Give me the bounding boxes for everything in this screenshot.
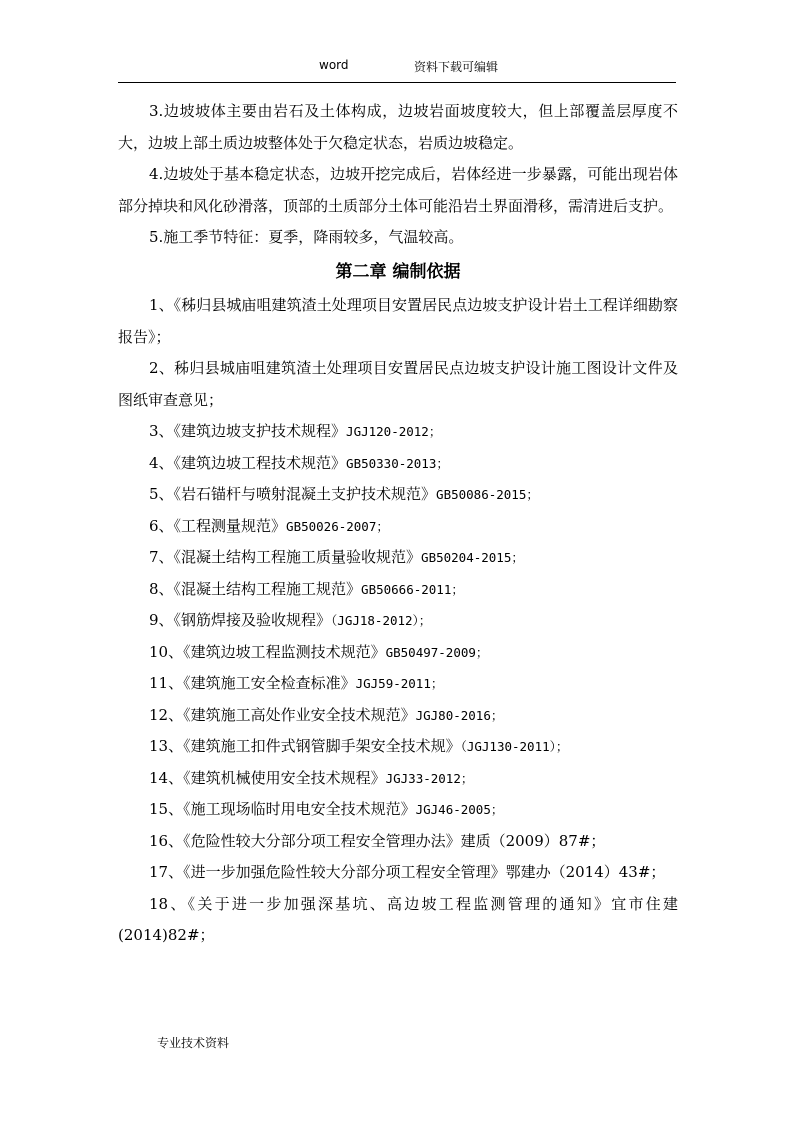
page-header bbox=[118, 56, 676, 83]
basis-item: 1、《秭归县城庙咀建筑渣土处理项目安置居民点边坡支护设计岩土工程详细勘察报告》； bbox=[118, 296, 678, 346]
basis-item: 11、《建筑施工安全检查标准》JGJ59-2011； bbox=[149, 674, 444, 692]
header-subtitle: 资料下载可编辑 bbox=[414, 60, 499, 74]
basis-item: 10、《建筑边坡工程监测技术规范》GB50497-2009； bbox=[149, 642, 489, 661]
basis-item: 15、《施工现场临时用电安全技术规范》JGJ46-2005； bbox=[149, 800, 504, 818]
basis-item: 8、《混凝土结构工程施工规范》GB50666-2011； bbox=[149, 579, 464, 598]
basis-item: 17、《进一步加强危险性较大分部分项工程安全管理》鄂建办（2014）43#； bbox=[149, 863, 666, 881]
paragraph-5: 5.施工季节特征：夏季，降雨较多，气温较高。 bbox=[149, 228, 464, 246]
basis-item: 5、《岩石锚杆与喷射混凝土支护技术规范》GB50086-2015； bbox=[149, 485, 539, 503]
basis-item: 2、秭归县城庙咀建筑渣土处理项目安置居民点边坡支护设计施工图设计文件及图纸审查意见； bbox=[118, 359, 678, 409]
basis-item: 3、《建筑边坡支护技术规程》JGJ120-2012； bbox=[149, 422, 442, 440]
paragraph-3: 3.边坡坡体主要由岩石及土体构成，边坡岩面坡度较大，但上部覆盖层厚度不大，边坡上部土质边坡整体处于欠稳定状态，岩质边坡稳定。 bbox=[118, 102, 678, 152]
chapter-title: 第二章 编制依据 bbox=[335, 261, 461, 282]
page-footer: 专业技术资料 bbox=[157, 1036, 230, 1050]
basis-item: 14、《建筑机械使用安全技术规程》JGJ33-2012； bbox=[149, 768, 474, 787]
basis-item: 16、《危险性较大分部分项工程安全管理办法》建质（2009）87#； bbox=[149, 831, 606, 850]
header-word: word bbox=[319, 58, 349, 72]
basis-item: 13、《建筑施工扣件式钢管脚手架安全技术规》（JGJ130-2011）； bbox=[149, 737, 569, 755]
document-body bbox=[118, 96, 678, 952]
basis-item: 18、《关于进一步加强深基坑、高边坡工程监测管理的通知》宜市住建(2014)82#； bbox=[118, 894, 678, 944]
basis-item: 4、《建筑边坡工程技术规范》GB50330-2013； bbox=[149, 453, 449, 472]
paragraph-4: 4.边坡处于基本稳定状态，边坡开挖完成后，岩体经进一步暴露，可能出现岩体部分掉块和风化砂滑落，顶部的土质部分土体可能沿岩土界面滑移，需清进后支护。 bbox=[118, 165, 678, 215]
basis-item: 9、《钢筋焊接及验收规程》（JGJ18-2012）； bbox=[149, 611, 432, 629]
basis-item: 12、《建筑施工高处作业安全技术规范》JGJ80-2016； bbox=[149, 705, 504, 724]
basis-item: 7、《混凝土结构工程施工质量验收规范》GB50204-2015； bbox=[149, 548, 524, 566]
basis-item: 6、《工程测量规范》GB50026-2007； bbox=[149, 516, 389, 535]
